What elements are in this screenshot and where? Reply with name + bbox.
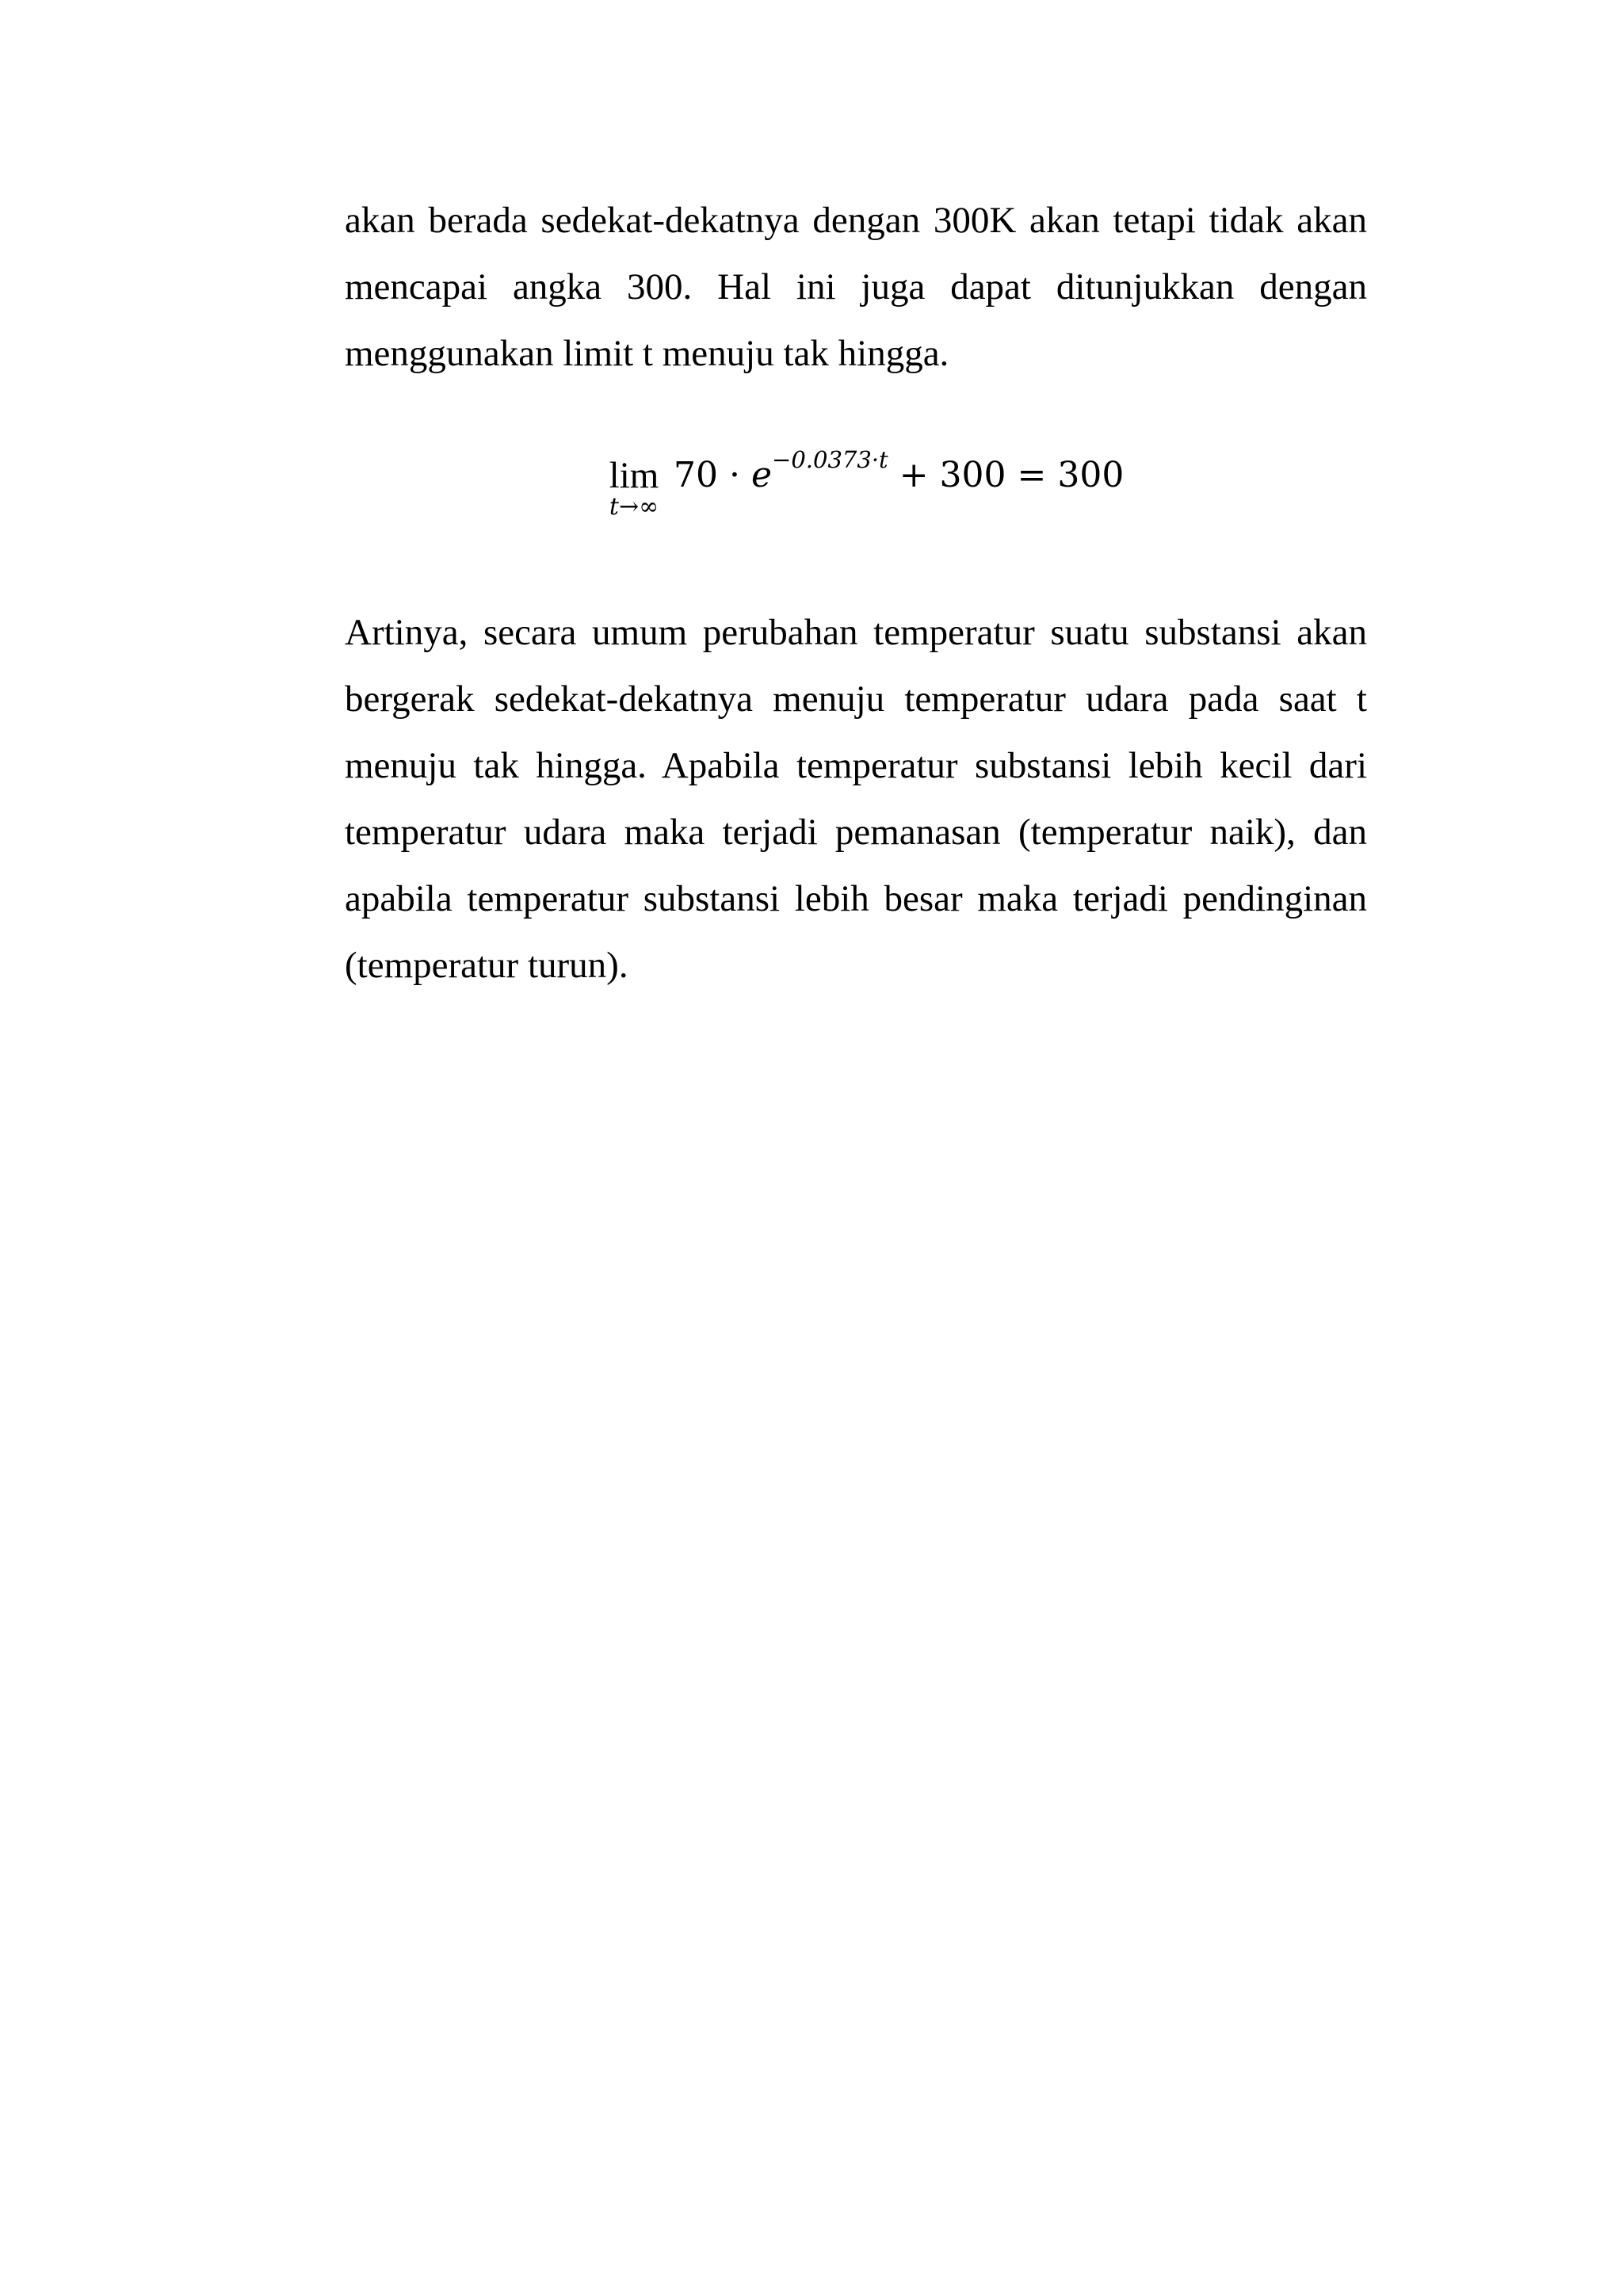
paragraph-line: akan berada sedekat-dekatnya dengan 300K akan tetapi tidak akan (345, 200, 1367, 241)
formula-coefficient: 70 (674, 455, 718, 495)
paragraph-line: (temperatur turun). (345, 945, 628, 986)
paragraph-intro (345, 187, 1367, 387)
formula-exponent: −0.0373·t (772, 446, 888, 474)
paragraph-line: menggunakan limit t menuju tak hingga. (345, 333, 949, 374)
formula-base: e (751, 455, 773, 495)
paragraph-conclusion (345, 599, 1367, 999)
paragraph-line: Artinya, secara umum perubahan temperatur suatu substansi akan (345, 612, 1367, 653)
paragraph-line: mencapai angka 300. Hal ini juga dapat ditunjukkan dengan (345, 266, 1367, 308)
limit-subscript: t→∞ (609, 493, 659, 521)
limit-label: lim (609, 455, 659, 496)
formula-rhs: + 300 = 300 (899, 455, 1125, 495)
paragraph-line: temperatur udara maka terjadi pemanasan (temperatur naik), dan (345, 812, 1367, 853)
paragraph-line: bergerak sedekat-dekatnya menuju temperatur udara pada saat t (345, 678, 1367, 720)
limit-expression (674, 446, 1125, 495)
formula-dot: · (729, 455, 740, 495)
paragraph-line: apabila temperatur substansi lebih besar maka terjadi pendinginan (345, 878, 1367, 919)
limit-operator (602, 456, 666, 519)
paragraph-line: menuju tak hingga. Apabila temperatur substansi lebih kecil dari (345, 745, 1367, 786)
